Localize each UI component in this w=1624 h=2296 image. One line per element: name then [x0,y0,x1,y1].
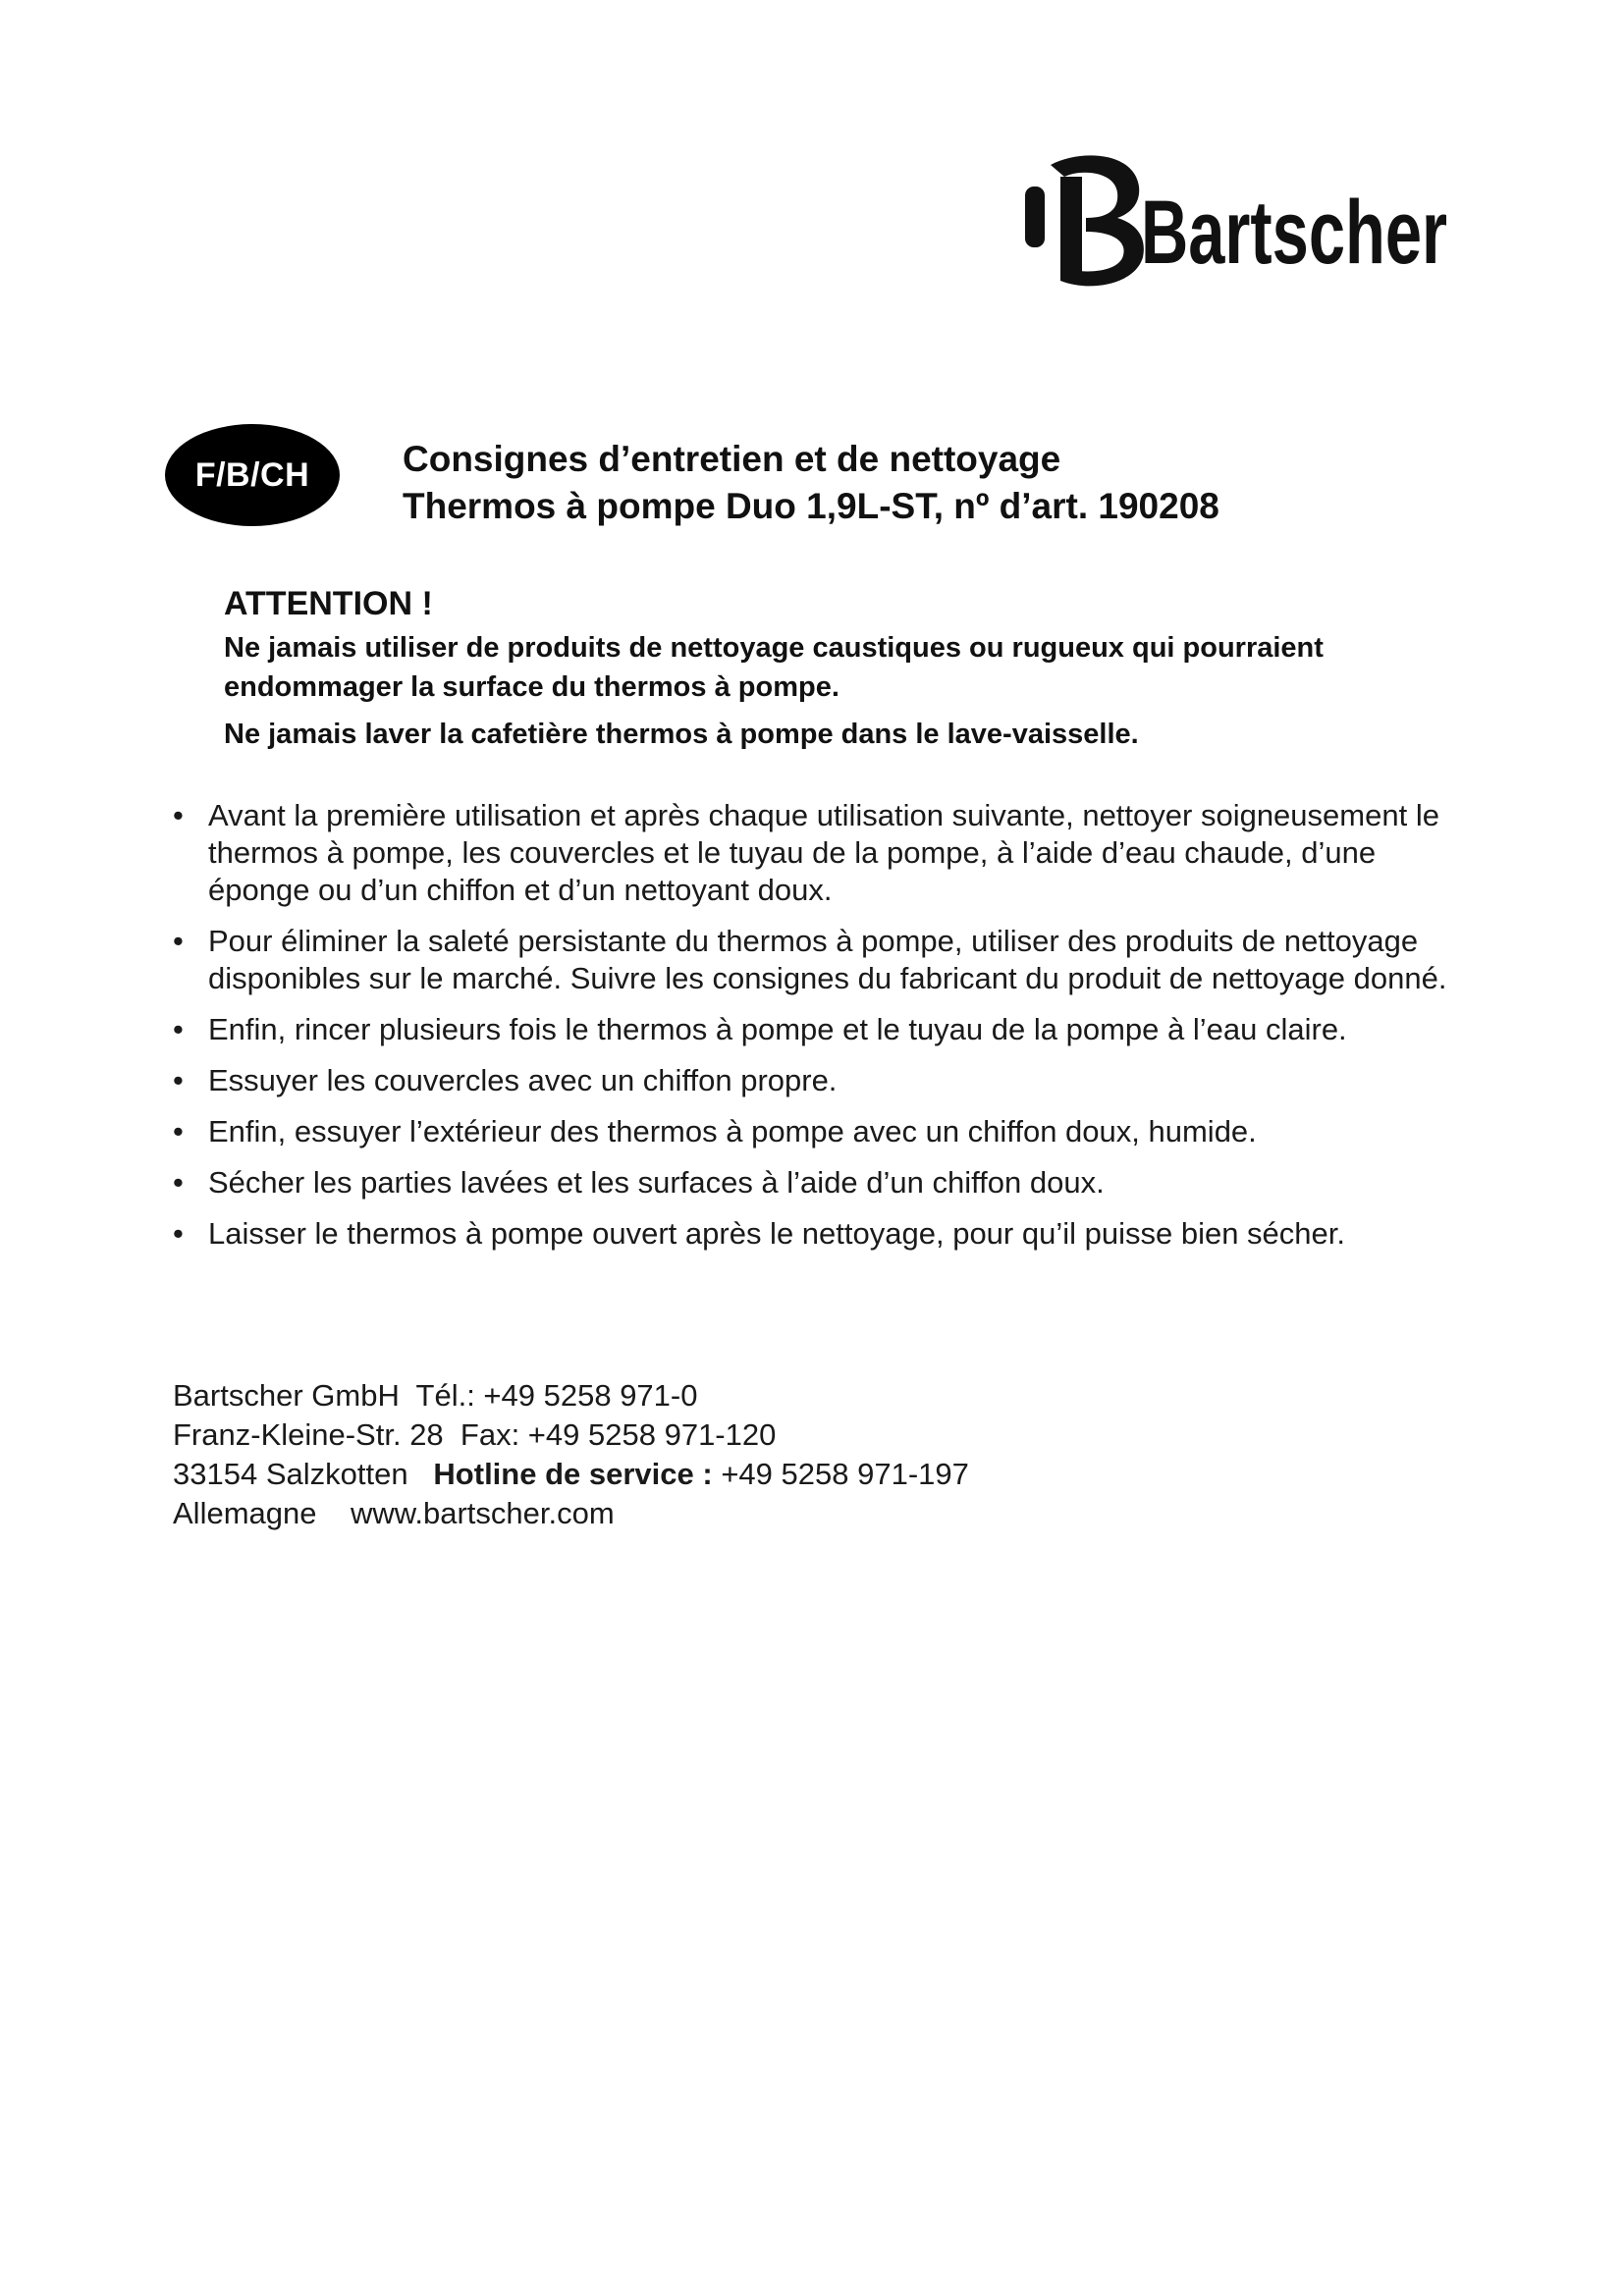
attention-warning-2: Ne jamais laver la cafetière thermos à pompe dans le lave-vaisselle. [224,719,1139,750]
bullet: • [173,798,184,832]
cleaning-instructions-list [173,797,1479,1266]
attention-heading: ATTENTION ! [224,585,433,622]
logo-wordmark: Bartscher [1141,183,1447,283]
contact-row-4 [173,1494,969,1533]
list-item: • Enfin, rincer plusieurs fois le thermos à pompe et le tuyau de la pompe à l’eau claire. [173,1012,1347,1046]
list-item: • Sécher les parties lavées et les surfaces à l’aide d’un chiffon doux. [173,1165,1105,1200]
region-badge: F/B/CH [165,424,340,526]
fax-number: Fax: +49 5258 971-120 [460,1417,777,1452]
bullet: • [173,1216,184,1251]
list-item: • Avant la première utilisation et après chaque utilisation suivante, nettoyer soigneusement le thermos à pompe, les couvercles et le tuyau de la pompe, à l’aide d’eau chaude, d’une éponge ou d’un chiffon et d’un nettoyant doux. [173,798,1439,907]
contact-row-2 [173,1415,969,1455]
contact-row-1 [173,1376,969,1415]
contact-block [173,1376,969,1533]
attention-warning-1: Ne jamais utiliser de produits de nettoyage caustiques ou rugueux qui pourraient endommager la surface du thermos à pompe. [224,632,1324,703]
company-name: Bartscher GmbH [173,1378,400,1413]
list-item: • Laisser le thermos à pompe ouvert après le nettoyage, pour qu’il puisse bien sécher. [173,1216,1346,1251]
title-line-1: Consignes d’entretien et de nettoyage [403,439,1061,479]
bullet: • [173,1012,184,1046]
city: 33154 Salzkotten [173,1457,408,1491]
list-item: • Essuyer les couvercles avec un chiffon propre. [173,1063,838,1097]
list-item: • Enfin, essuyer l’extérieur des thermos à pompe avec un chiffon doux, humide. [173,1114,1257,1148]
bullet: • [173,1114,184,1148]
attention-box [224,579,1402,754]
hotline-number: +49 5258 971-197 [721,1457,969,1491]
website-link[interactable]: www.bartscher.com [350,1496,615,1530]
bullet: • [173,1063,184,1097]
street-address: Franz-Kleine-Str. 28 [173,1417,444,1452]
document-title [403,436,1219,530]
bullet: • [173,924,184,958]
country: Allemagne [173,1496,317,1530]
phone-number: Tél.: +49 5258 971-0 [415,1378,698,1413]
bartscher-logo [1021,147,1453,294]
bullet: • [173,1165,184,1200]
contact-row-3 [173,1455,969,1494]
title-line-2: Thermos à pompe Duo 1,9L-ST, nº d’art. 190208 [403,486,1219,526]
list-item: • Pour éliminer la saleté persistante du thermos à pompe, utiliser des produits de nettoyage disponibles sur le marché. Suivre les consignes du fabricant du produit de nettoyage donné. [173,924,1447,995]
hotline-label: Hotline de service : [433,1457,713,1491]
